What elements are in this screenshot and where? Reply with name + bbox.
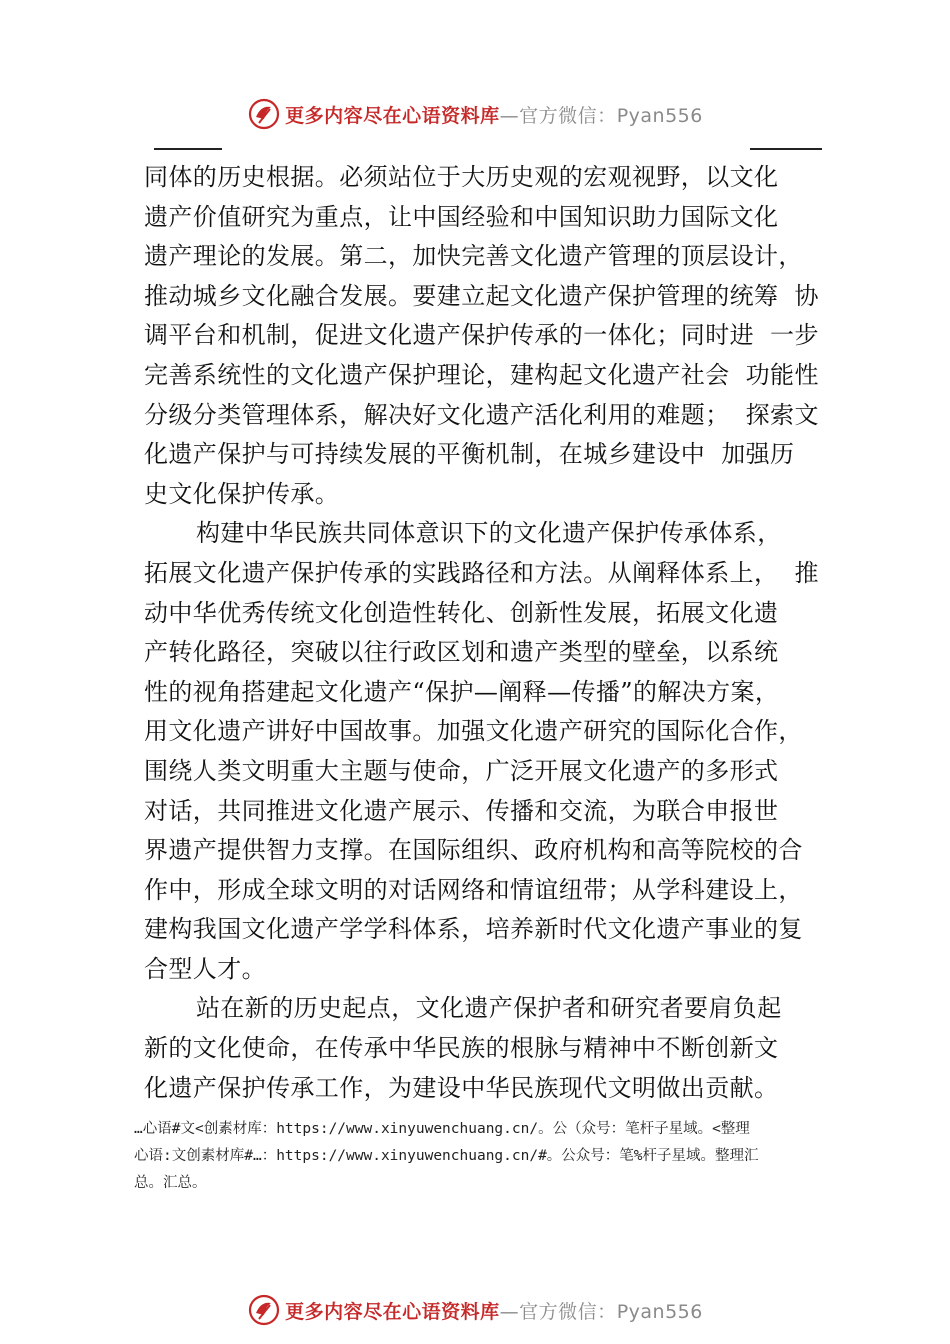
paragraph-line: 化遗产保护传承工作，为建设中华民族现代文明做出贡献。 (144, 1073, 779, 1102)
banner-text (285, 101, 703, 128)
paragraph (144, 158, 834, 514)
top-banner (0, 94, 950, 134)
banner-text (285, 1297, 703, 1324)
paragraph-line: 性的视角搭建起文化遗产“保护—阐释—传播”的解决方案， (144, 677, 780, 706)
paragraph-line: 建构我国文化遗产学学科体系，培养新时代文化遗产事业的复 (144, 915, 803, 944)
banner-wechat-id: Pyan556 (616, 104, 703, 127)
paragraph-line: 合型人才。 (144, 954, 266, 983)
paragraph-line: 新的文化使命，在传承中华民族的根脉与精神中不断创新文 (144, 1034, 779, 1063)
note-line: …心语#文<创素材库：https://www.xinyuwenchuang.cn/。公（众号：笔杆子星域。<整理 (134, 1121, 750, 1137)
banner-main-text: 更多内容尽在心语资料库 (285, 104, 500, 127)
paragraph-line: 对话，共同推进文化遗产展示、传播和交流，为联合申报世 (144, 796, 779, 825)
paragraph (144, 514, 834, 989)
bottom-banner (0, 1290, 950, 1330)
source-notes (134, 1116, 844, 1197)
paragraph-line: 构建中华民族共同体意识下的文化遗产保护传承体系， (196, 519, 782, 548)
header-rule-right (750, 148, 822, 150)
paragraph-line: 围绕人类文明重大主题与使命，广泛开展文化遗产的多形式 (144, 756, 779, 785)
header-rule-left (154, 148, 222, 150)
paragraph-line: 拓展文化遗产保护传承的实践路径和方法。从阐释体系上， 推 (144, 558, 819, 587)
paragraph-line: 分级分类管理体系，解决好文化遗产活化利用的难题； 探索文 (144, 400, 819, 429)
paragraph-line: 遗产理论的发展。第二，加快完善文化遗产管理的顶层设计， (144, 242, 803, 271)
paragraph-line: 动中华优秀传统文化创造性转化、创新性发展，拓展文化遗 (144, 598, 779, 627)
paragraph-line: 遗产价值研究为重点，让中国经验和中国知识助力国际文化 (144, 202, 779, 231)
article-body (144, 158, 834, 1108)
paragraph-line: 调平台和机制，促进文化遗产保护传承的一体化；同时进 一步 (144, 321, 819, 350)
banner-wechat-id: Pyan556 (616, 1300, 703, 1323)
note-line: 总。汇总。 (134, 1175, 207, 1191)
paragraph-line: 界遗产提供智力支撑。在国际组织、政府机构和高等院校的合 (144, 836, 803, 865)
paragraph-line: 化遗产保护与可持续发展的平衡机制，在城乡建设中 加强历 (144, 440, 795, 469)
xinyu-logo-icon (247, 97, 281, 131)
banner-separator: — (499, 104, 520, 127)
paragraph-line: 用文化遗产讲好中国故事。加强文化遗产研究的国际化合作， (144, 717, 803, 746)
paragraph (144, 989, 834, 1108)
paragraph-line: 同体的历史根据。必须站位于大历史观的宏观视野，以文化 (144, 163, 779, 191)
note-line: 心语:文创素材库#…：https://www.xinyuwenchuang.cn/#。公众号：笔%杆子星域。整理汇 (134, 1148, 759, 1164)
banner-wechat-label: 官方微信： (519, 1300, 617, 1323)
banner-main-text: 更多内容尽在心语资料库 (285, 1300, 500, 1323)
paragraph-line: 产转化路径，突破以往行政区划和遗产类型的壁垒，以系统 (144, 638, 779, 667)
banner-separator: — (499, 1300, 520, 1323)
paragraph-line: 史文化保护传承。 (144, 479, 340, 508)
paragraph-line: 作中，形成全球文明的对话网络和情谊纽带；从学科建设上， (144, 875, 803, 904)
xinyu-logo-icon (247, 1293, 281, 1327)
banner-wechat-label: 官方微信： (519, 104, 617, 127)
paragraph-line: 推动城乡文化融合发展。要建立起文化遗产保护管理的统筹 协 (144, 281, 819, 310)
paragraph-line: 站在新的历史起点，文化遗产保护者和研究者要肩负起 (196, 994, 782, 1023)
paragraph-line: 完善系统性的文化遗产保护理论，建构起文化遗产社会 功能性 (144, 360, 819, 389)
